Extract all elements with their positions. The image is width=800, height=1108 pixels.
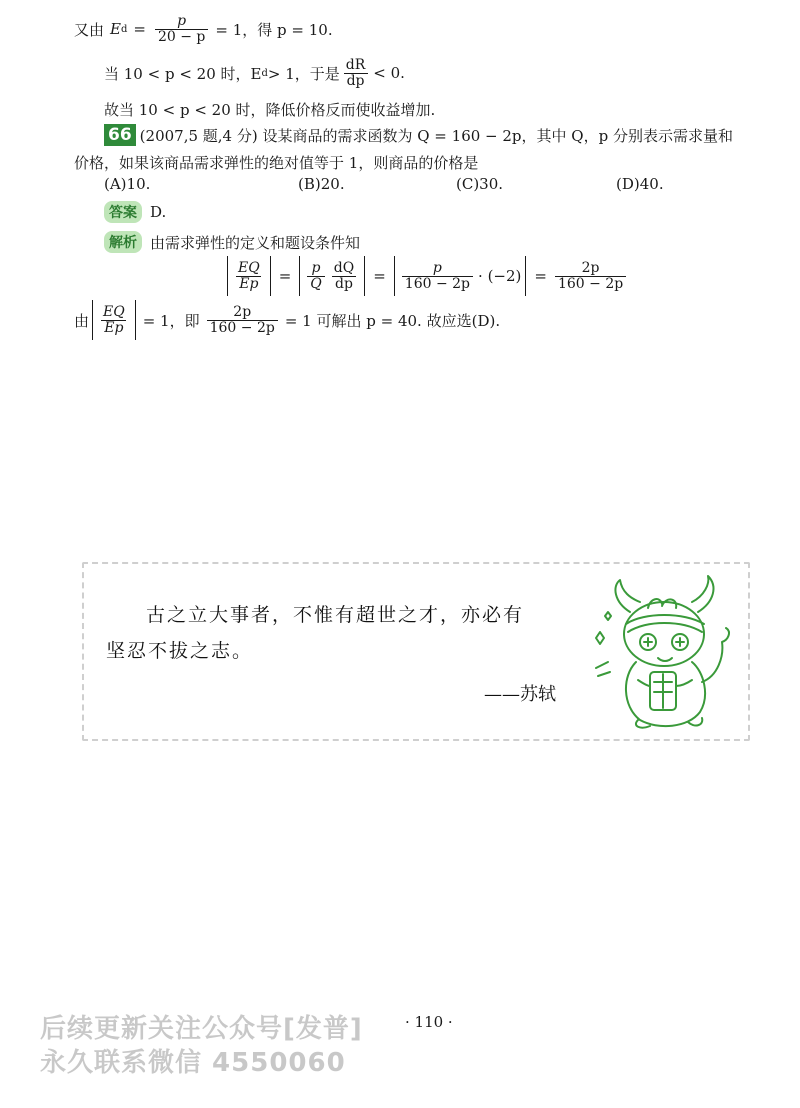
fraction-denominator: 160 − 2p xyxy=(207,320,278,336)
text-line-3 xyxy=(104,99,435,120)
fraction-numerator: p xyxy=(177,13,187,29)
fraction-numerator: p xyxy=(311,259,321,276)
fraction xyxy=(100,305,128,335)
fraction-denominator: dp xyxy=(344,73,368,89)
quote-author: ——苏轼 xyxy=(484,684,556,705)
fraction-denominator: Q xyxy=(307,276,324,292)
option-d: (D)40. xyxy=(616,175,664,193)
text-segment: 又由 xyxy=(74,20,105,39)
absolute-value xyxy=(299,256,365,296)
answer-value: D. xyxy=(150,203,167,221)
math-operator: = xyxy=(534,267,547,285)
fraction-denominator: 160 − 2p xyxy=(402,276,473,292)
option-b: (B)20. xyxy=(298,175,345,193)
fraction-numerator: 2p xyxy=(233,303,252,320)
quote-box xyxy=(82,562,750,741)
text-segment: 由 xyxy=(74,311,90,330)
fraction-numerator: p xyxy=(432,259,442,276)
question-number-badge: 66 xyxy=(104,124,136,146)
fraction xyxy=(307,261,324,291)
question-text: (2007,5 题,4 分) 设某商品的需求函数为 Q = 160 − 2p，其中 Q，p 分别表示需求量和 xyxy=(139,126,733,145)
display-equation xyxy=(224,256,629,296)
analysis-badge: 解析 xyxy=(104,231,142,253)
fraction xyxy=(207,305,278,335)
quote-line-1: 古之立大事者，不惟有超世之才，亦必有 xyxy=(146,604,525,626)
option-c: (C)30. xyxy=(456,175,504,193)
answer-line xyxy=(104,201,166,223)
fraction-numerator: dR xyxy=(345,57,366,73)
fraction-denominator: Ep xyxy=(101,320,126,336)
text-line-1 xyxy=(74,14,333,44)
bull-mascot-icon xyxy=(592,572,742,732)
absolute-value xyxy=(394,256,527,296)
fraction-denominator: Ep xyxy=(236,276,261,292)
math-operator: = xyxy=(373,267,386,285)
quote-line-2: 坚忍不拔之志。 xyxy=(106,640,254,662)
text-segment: 故当 10 < p < 20 时，降低价格反而使收益增加. xyxy=(104,101,436,119)
text-segment: = 1，得 p = 10. xyxy=(215,20,333,39)
fraction-numerator: dQ xyxy=(333,259,355,276)
option-a: (A)10. xyxy=(104,175,151,193)
math-operator: = xyxy=(278,267,292,285)
fraction-denominator: 160 − 2p xyxy=(555,276,626,292)
text-segment: > 1，于是 xyxy=(267,64,340,83)
conclusion-line xyxy=(74,300,500,340)
question-text: 价格，如果该商品需求弹性的绝对值等于 1，则商品的价格是 xyxy=(74,154,479,172)
fraction-numerator: EQ xyxy=(238,259,260,276)
fraction xyxy=(235,261,263,291)
math-operator: = xyxy=(133,20,146,39)
fraction xyxy=(331,261,357,291)
math-subscript: d xyxy=(261,67,268,79)
fraction xyxy=(155,14,208,44)
question-line-1 xyxy=(104,124,733,146)
absolute-value xyxy=(227,256,271,296)
analysis-text: 由需求弹性的定义和题设条件知 xyxy=(150,233,361,252)
text-segment: < 0. xyxy=(373,64,405,83)
fraction xyxy=(402,261,473,291)
fraction-denominator: dp xyxy=(332,276,356,292)
math-subscript: d xyxy=(120,23,128,35)
analysis-line xyxy=(104,231,360,253)
fraction-denominator: 20 − p xyxy=(155,29,208,45)
fraction xyxy=(343,58,369,88)
text-segment: = 1 可解出 p = 40. 故应选(D). xyxy=(284,311,501,330)
page-number: · 110 · xyxy=(405,1013,453,1031)
text-segment: 当 10 < p < 20 时，E xyxy=(104,64,262,83)
fraction-numerator: EQ xyxy=(103,303,125,320)
watermark-line-1: 后续更新关注公众号[发普] xyxy=(40,1014,363,1044)
math-term: · (−2) xyxy=(478,267,522,285)
question-line-2 xyxy=(74,152,478,173)
fraction-numerator: 2p xyxy=(581,259,600,276)
fraction xyxy=(555,261,626,291)
absolute-value xyxy=(92,300,136,340)
text-line-2 xyxy=(104,58,405,88)
text-segment: = 1，即 xyxy=(142,311,200,330)
math-variable: E xyxy=(110,20,121,39)
answer-badge: 答案 xyxy=(104,201,142,223)
watermark-line-2: 永久联系微信 4550060 xyxy=(40,1048,346,1078)
